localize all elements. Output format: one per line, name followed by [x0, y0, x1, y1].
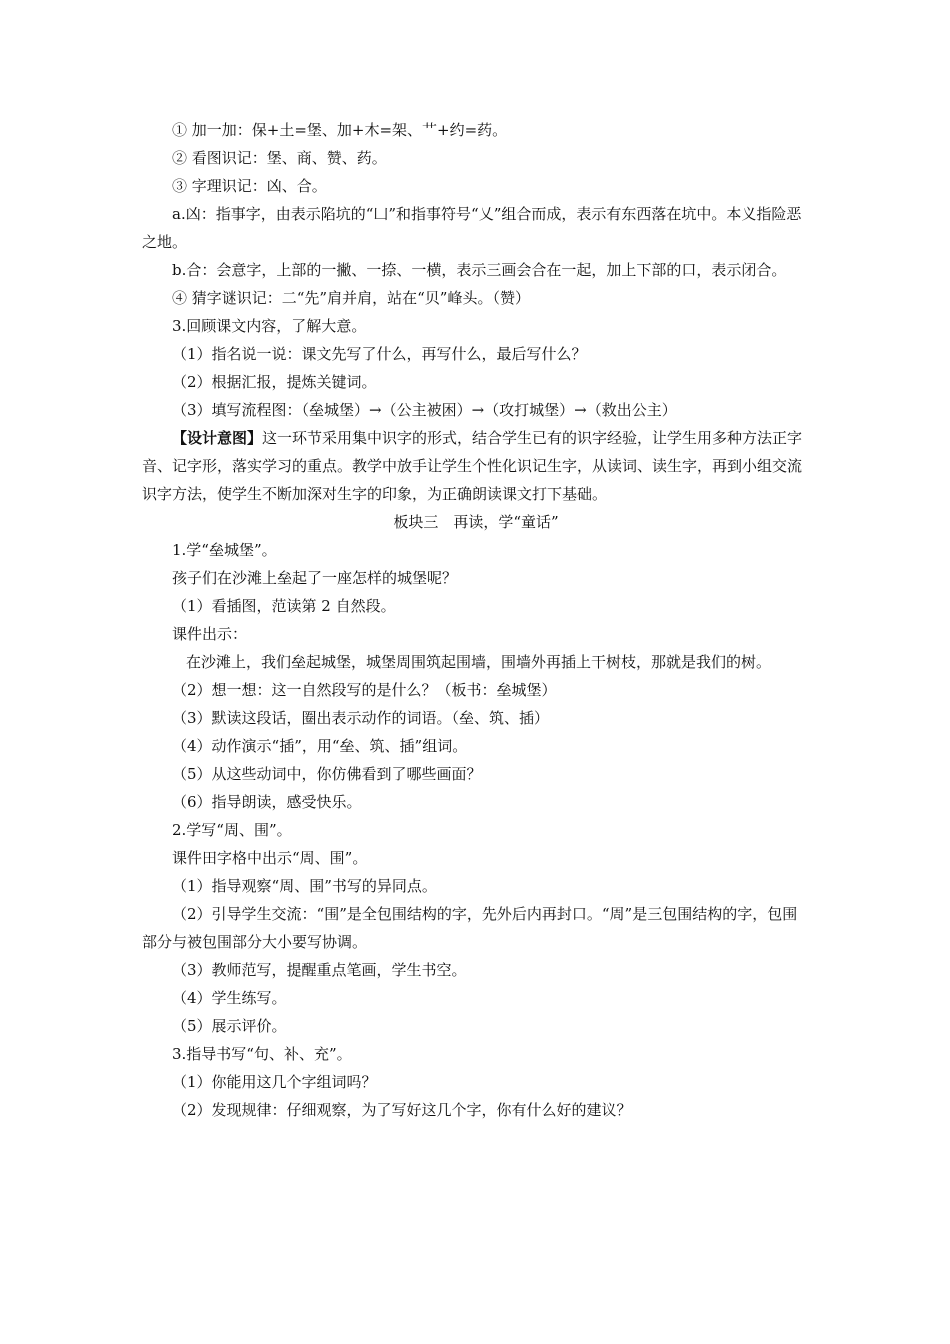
paragraph-guide-write: 3.指导书写“句、补、充”。: [172, 1045, 352, 1063]
paragraph-add-radicals: ① 加一加：保+土=堡、加+木=架、艹+约=药。: [172, 121, 508, 139]
section-heading: 板块三 再读，学“童话”: [393, 513, 559, 531]
paragraph-courseware-show: 课件出示：: [172, 625, 248, 643]
paragraph-act-out: （4）动作演示“插”，用“垒、筑、插”组词。: [172, 737, 468, 755]
paragraph-learn-write: 2.学写“周、围”。: [172, 821, 292, 839]
paragraph-learn-castle: 1.学“垒城堡”。: [172, 541, 277, 559]
paragraph-grid-show: 课件田字格中出示“周、围”。: [172, 849, 368, 867]
paragraph-he-explain: b.合：会意字，上部的一撇、一捺、一横，表示三画会合在一起，加上下部的口，表示闭合。: [172, 261, 787, 279]
paragraph-flowchart: （3）填写流程图：（垒城堡）→（公主被困）→（攻打城堡）→（救出公主）: [172, 401, 677, 419]
paragraph-riddle: ④ 猜字谜识记：二“先”肩并肩，站在“贝”峰头。（赞）: [172, 289, 530, 307]
paragraph-observe: （1）指导观察“周、围”书写的异同点。: [172, 877, 437, 895]
paragraph-find-rules: （2）发现规律：仔细观察，为了写好这几个字，你有什么好的建议？: [172, 1101, 632, 1119]
paragraph-practice: （4）学生练写。: [172, 989, 287, 1007]
paragraph-question-castle: 孩子们在沙滩上垒起了一座怎样的城堡呢？: [172, 569, 458, 587]
paragraph-silent-read: （3）默读这段话，圈出表示动作的词语。（垒、筑、插）: [172, 709, 550, 727]
design-intent-paragraph: [142, 424, 810, 508]
paragraph-read-aloud: （6）指导朗读，感受快乐。: [172, 793, 362, 811]
paragraph-step-1: （1）指名说一说：课文先写了什么，再写什么，最后写什么？: [172, 345, 587, 363]
paragraph-teacher-demo: （3）教师范写，提醒重点笔画，学生书空。: [172, 961, 467, 979]
paragraph-think: （2）想一想：这一自然段写的是什么？（板书：垒城堡）: [172, 681, 557, 699]
paragraph-review-text: 3.回顾课文内容，了解大意。: [172, 317, 367, 335]
quoted-passage: 在沙滩上，我们垒起城堡，城堡周围筑起围墙，围墙外再插上干树枝，那就是我们的树。: [186, 653, 772, 671]
paragraph-character-theory: ③ 字理识记：凶、合。: [172, 177, 327, 195]
paragraph-evaluate: （5）展示评价。: [172, 1017, 287, 1035]
paragraph-make-words: （1）你能用这几个字组词吗？: [172, 1073, 377, 1091]
paragraph-discuss: （2）引导学生交流：“围”是全包围结构的字，先外后内再封口。“周”是三包围结构的字，包围部分与被包围部分大小要写协调。: [142, 905, 798, 951]
design-intent-label: 【设计意图】: [172, 429, 263, 447]
document-page: [142, 116, 810, 1124]
paragraph-read-illustration: （1）看插图，范读第 2 自然段。: [172, 597, 396, 615]
paragraph-imagine: （5）从这些动词中，你仿佛看到了哪些画面？: [172, 765, 482, 783]
paragraph-xiong-explain: a.凶：指事字，由表示陷坑的“凵”和指事符号“乂”组合而成，表示有东西落在坑中。本义指险恶之地。: [142, 205, 802, 251]
paragraph-step-2: （2）根据汇报，提炼关键词。: [172, 373, 377, 391]
design-intent-text: 这一环节采用集中识字的形式，结合学生已有的识字经验，让学生用多种方法正字音、记字形，落实学习的重点。教学中放手让学生个性化识记生字，从读词、读生字，再到小组交流识字方法，使学生不断加深对生字的印象，为正确朗读课文打下基础。: [142, 429, 803, 503]
paragraph-picture-memory: ② 看图识记：堡、商、赞、药。: [172, 149, 387, 167]
